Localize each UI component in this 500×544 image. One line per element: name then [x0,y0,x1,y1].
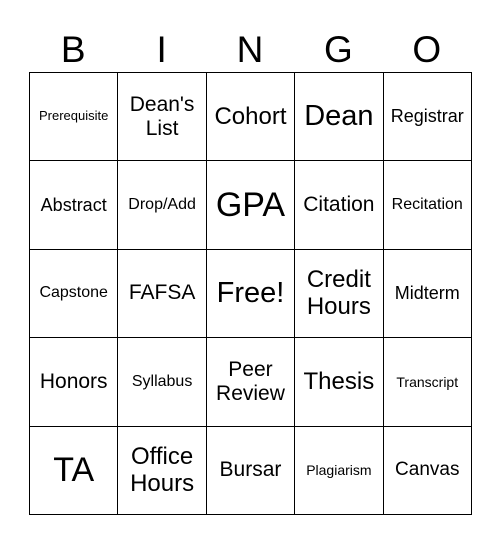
bingo-cell[interactable] [295,250,383,338]
cell-label: Drop/Add [128,195,196,213]
cell-label: Syllabus [131,372,193,390]
cell-label: Honors [39,369,108,393]
bingo-board [29,72,472,515]
free-space[interactable] [207,250,295,338]
header-letter-g: G [323,29,353,70]
cell-label: TA [53,450,95,489]
cell-label: Recitation [391,195,463,213]
header-letter-o: O [412,29,442,70]
cell-label: Transcript [396,373,459,390]
bingo-cell[interactable] [295,161,383,249]
bingo-cell[interactable] [295,73,383,161]
cell-label: Peer Review [216,357,285,405]
cell-label: Office Hours [130,442,195,498]
bingo-cell[interactable] [295,427,383,515]
cell-label: Prerequisite [39,108,109,124]
bingo-cell[interactable] [384,250,472,338]
header-letter-b: B [60,29,86,70]
cell-label: Dean [304,100,374,133]
bingo-cell[interactable] [118,161,206,249]
cell-label: Citation [303,193,375,217]
bingo-cell[interactable] [30,427,118,515]
bingo-cell[interactable] [118,73,206,161]
bingo-cell[interactable] [207,161,295,249]
cell-label: Thesis [303,368,375,396]
bingo-cell[interactable] [384,427,472,515]
free-space-label: Free! [216,276,285,309]
cell-label: Midterm [394,283,460,304]
bingo-cell[interactable] [30,73,118,161]
bingo-cell[interactable] [295,338,383,426]
cell-label: Plagiarism [306,462,372,479]
bingo-cell[interactable] [384,338,472,426]
header-letter-n: N [236,29,264,70]
bingo-cell[interactable] [207,338,295,426]
bingo-cell[interactable] [207,73,295,161]
bingo-cell[interactable] [118,427,206,515]
cell-label: Bursar [219,458,282,482]
cell-label: Canvas [395,459,460,481]
bingo-cell[interactable] [30,250,118,338]
cell-label: Credit Hours [306,265,371,321]
bingo-cell[interactable] [207,427,295,515]
cell-label: Cohort [214,102,287,130]
bingo-cell[interactable] [384,73,472,161]
cell-label: FAFSA [128,281,196,305]
bingo-cell[interactable] [118,250,206,338]
bingo-header [29,28,471,72]
cell-label: Dean's List [129,92,195,140]
header-letter-i: I [156,29,167,70]
bingo-cell[interactable] [30,161,118,249]
cell-label: Abstract [40,194,107,215]
bingo-cell[interactable] [30,338,118,426]
bingo-cell[interactable] [118,338,206,426]
bingo-cell[interactable] [384,161,472,249]
cell-label: Capstone [39,284,108,302]
cell-label: GPA [215,185,286,224]
cell-label: Registrar [390,106,464,127]
